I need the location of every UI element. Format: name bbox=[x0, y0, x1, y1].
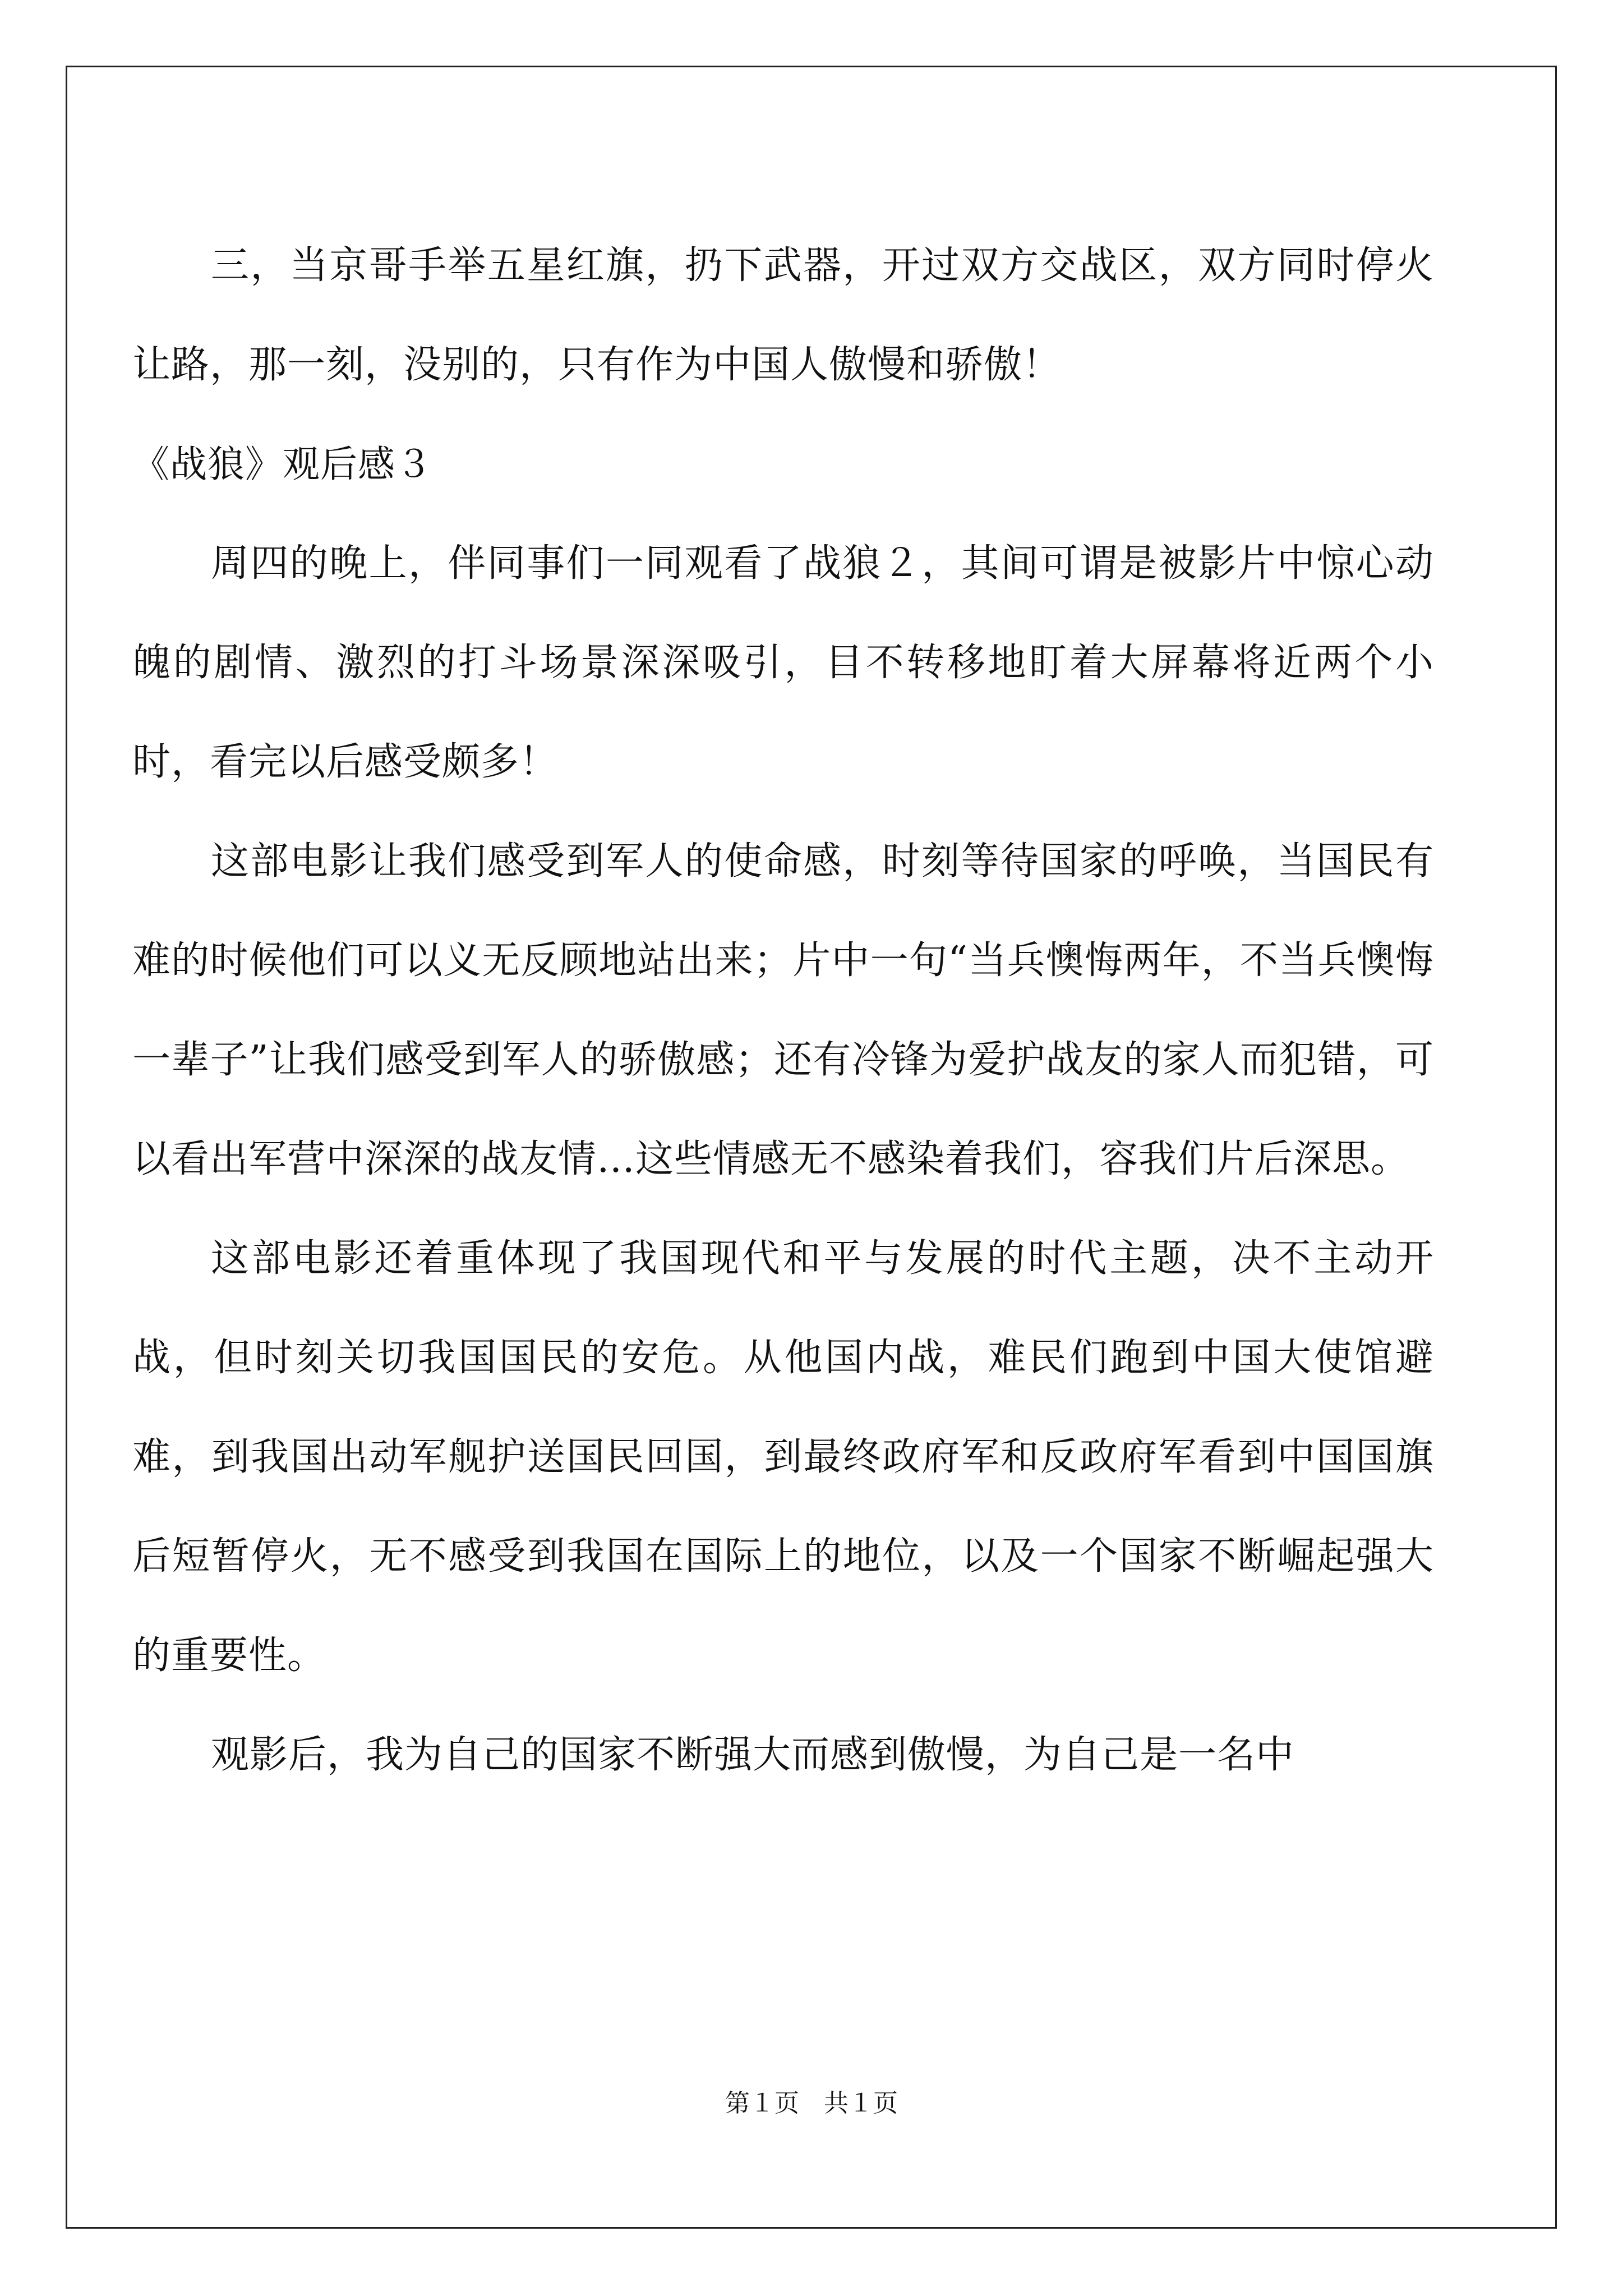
document-body bbox=[132, 216, 1434, 1805]
paragraph-2: 周四的晚上，伴同事们一同观看了战狼２，其间可谓是被影片中惊心动魄的剧情、激烈的打斗场景深深吸引，目不转移地盯着大屏幕将近两个小时，看完以后感受颇多！ bbox=[132, 541, 1434, 784]
page-number-footer: 第１页 共１页 bbox=[725, 2089, 898, 2118]
paragraph-4: 这部电影还着重体现了我国现代和平与发展的时代主题，决不主动开战，但时刻关切我国国民的安危。从他国内战，难民们跑到中国大使馆避难，到我国出动军舰护送国民回国，到最终政府军和反政府军看到中国国旗后短暂停火，无不感受到我国在国际上的地位，以及一个国家不断崛起强大的重要性。 bbox=[132, 1236, 1434, 1678]
paragraph-3: 这部电影让我们感受到军人的使命感，时刻等待国家的呼唤，当国民有难的时候他们可以义无反顾地站出来；片中一句“当兵懊悔两年，不当兵懊悔一辈子”让我们感受到军人的骄傲感；还有冷锋为爱护战友的家人而犯错，可以看出军营中深深的战友情…这些情感无不感染着我们，容我们片后深思。 bbox=[132, 839, 1434, 1181]
paragraph-5: 观影后，我为自己的国家不断强大而感到傲慢，为自己是一名中 bbox=[211, 1733, 1295, 1777]
section-title: 《战狼》观后感３ bbox=[132, 443, 433, 486]
paragraph-1: 三，当京哥手举五星红旗，扔下武器，开过双方交战区，双方同时停火让路，那一刻，没别的，只有作为中国人傲慢和骄傲！ bbox=[132, 243, 1434, 387]
